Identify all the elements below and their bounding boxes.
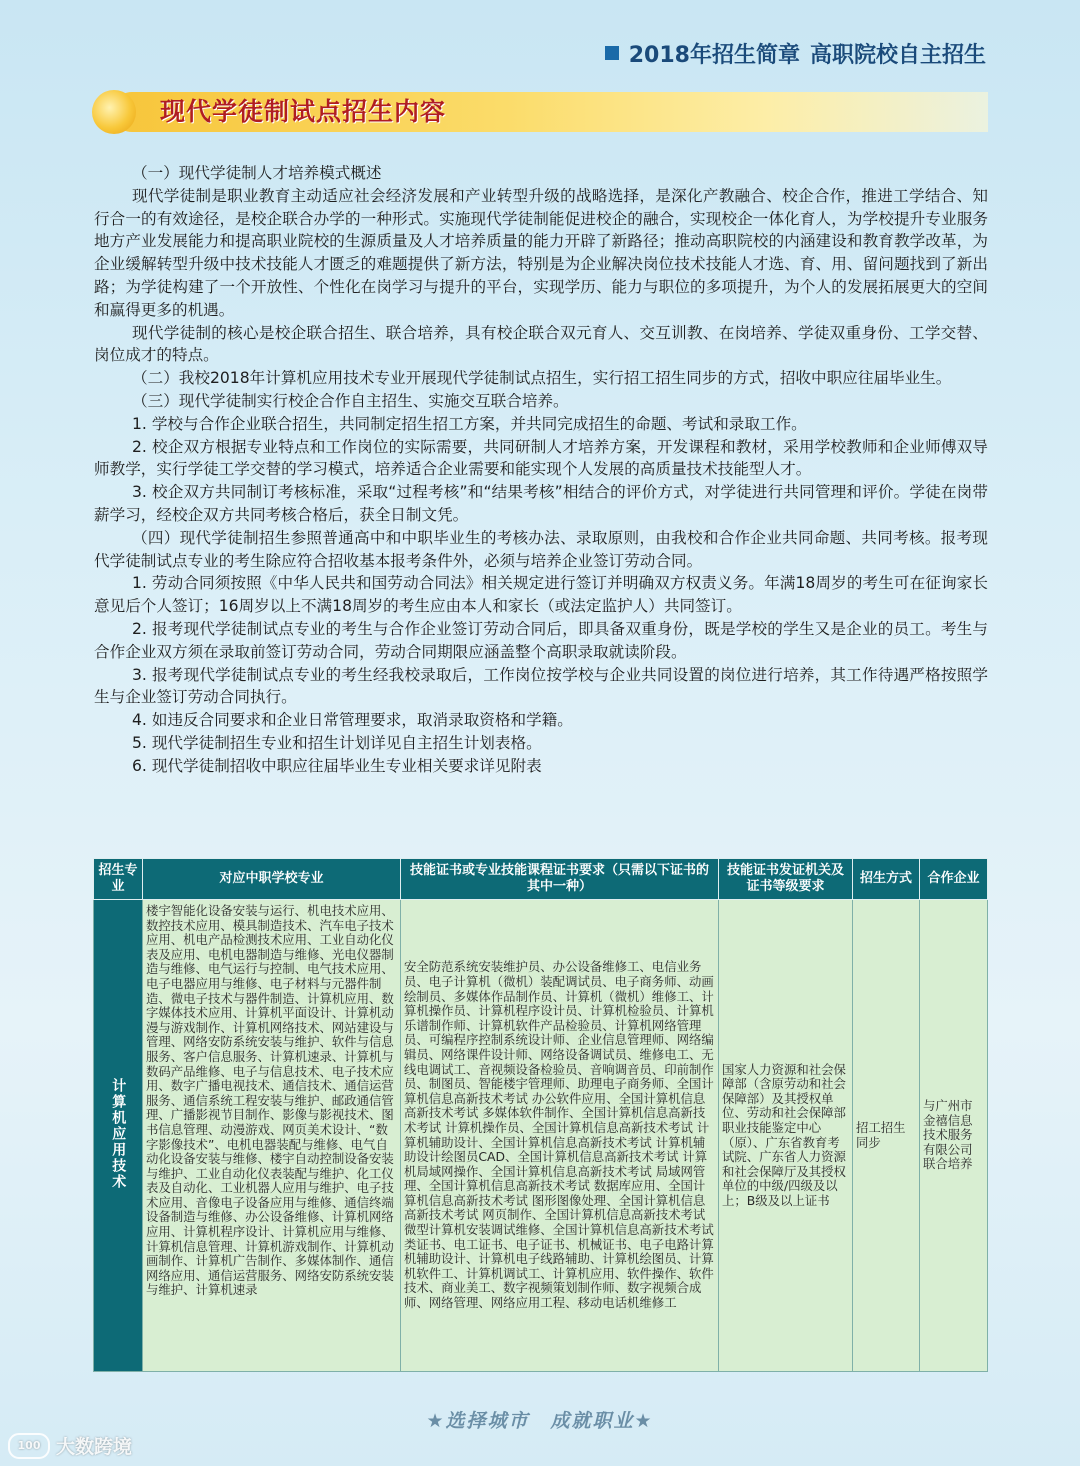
header-authority: 技能证书发证机关及证书等级要求 (719, 859, 853, 900)
paragraph: 1. 劳动合同须按照《中华人民共和国劳动合同法》相关规定进行签订并明确双方权责义务。年满18周岁的考生可在征询家长意见后个人签订；16周岁以上不满18周岁的考生应由本人和家长（或法定监护人）共同签订。 (94, 574, 988, 616)
banner-title: 现代学徒制试点招生内容 (160, 97, 447, 126)
major-label: 计算机应用技术 (110, 1077, 127, 1190)
header-subtitle: 高职院校自主招生 (809, 42, 986, 68)
watermark (8, 1432, 132, 1459)
paragraph: 6. 现代学徒制招收中职应往届毕业生专业相关要求详见附表 (132, 756, 542, 775)
paragraph: （一）现代学徒制人才培养模式概述 (132, 164, 382, 182)
body-text (94, 162, 988, 778)
cell-authority: 国家人力资源和社会保障部（含原劳动和社会保障部）及其授权单位、劳动和社会保障部职业技能鉴定中心（原）、广东省教育考试院、广东省人力资源和社会保障厅及其授权单位的中级/四级及以上；B级及以上证书 (719, 900, 853, 1372)
cell-vocational-majors: 楼宇智能化设备安装与运行、机电技术应用、数控技术应用、模具制造技术、汽车电子技术应用、机电产品检测技术应用、工业自动化仪表及应用、电机电器制造与维修、光电仪器制造与维修、电气运行与控制、电气技术应用、电子电器应用与维修、电子材料与元器件制造、微电子技术与器件制造、计算机应用、数字媒体技术应用、计算机平面设计、计算机动漫与游戏制作、计算机网络技术、网站建设与管理、网络安防系统安装与维护、软件与信息服务、客户信息服务、计算机速录、计算机与数码产品维修、电子与信息技术、电子技术应用、数字广播电视技术、通信技术、通信运营服务、通信系统工程安装与维护、邮政通信管理、广播影视节目制作、影像与影视技术、图书信息管理、动漫游戏、网页美术设计、“数字影像技术”、电机电器装配与维修、电气自动化设备安装与维修、楼宇自动控制设备安装与维护、工业自动化仪表装配与维护、化工仪表及自动化、工业机器人应用与维护、电子技术应用、音像电子设备应用与维修、通信终端设备制造与维修、办公设备维修、计算机网络应用、计算机程序设计、计算机应用与维修、计算机信息管理、计算机游戏制作、计算机动画制作、计算机广告制作、多媒体制作、通信网络应用、通信运营服务、网络安防系统安装与维护、计算机速录 (143, 900, 401, 1372)
header-title: 2018年招生简章 (628, 42, 800, 68)
watermark-text: 大数跨境 (56, 1436, 133, 1458)
paragraph: 5. 现代学徒制招生专业和招生计划详见自主招生计划表格。 (132, 733, 542, 752)
cell-partner: 与广州市金禧信息技术服务有限公司联合培养 (920, 900, 988, 1372)
paragraph: （四）现代学徒制招生参照普通高中和中职毕业生的考核办法、录取原则，由我校和合作企业共同命题、共同考核。报考现代学徒制试点专业的考生除应符合招收基本报考条件外，必须与培养企业签订劳动合同。 (94, 528, 988, 570)
cell-certificates: 安全防范系统安装维护员、办公设备维修工、电信业务员、电子计算机（微机）装配调试员、电子商务师、动画绘制员、多媒体作品制作员、计算机（微机）维修工、计算机操作员、计算机程序设计员、计算机检验员、计算机乐谱制作师、计算机软件产品检验员、计算机网络管理员、可编程序控制系统设计师、企业信息管理师、网络编辑员、网络课件设计师、网络设备调试员、维修电工、无线电调试工、音视频设备检验员、音响调音员、印前制作员、制图员、智能楼宇管理师、助理电子商务师、全国计算机信息高新技术考试 办公软件应用、全国计算机信息高新技术考试 多媒体软件制作、全国计算机信息高新技术考试 计算机操作员、全国计算机信息高新技术考试 计算机辅助设计、全国计算机信息高新技术考试 计算机辅助设计绘图员CAD、全国计算机信息高新技术考试 计算机局域网操作、全国计算机信息高新技术考试 局域网管理、全国计算机信息高新技术考试 数据库应用、全国计算机信息高新技术考试 图形图像处理、全国计算机信息高新技术考试 网页制作、全国计算机信息高新技术考试 微型计算机安装调试维修、全国计算机信息高新技术考试类证书、电工证书、电子证书、机械证书、电子电路计算机辅助设计、计算机电子线路辅助、计算机绘图员、计算机软件工、计算机调试工、计算机应用、软件操作、软件技术、商业美工、数字视频策划制作师、数字视频合成师、网络管理、网络应用工程、移动电话机维修工 (401, 900, 719, 1372)
paragraph: 1. 学校与合作企业联合招生，共同制定招生招工方案，并共同完成招生的命题、考试和录取工作。 (132, 414, 807, 433)
paragraph: 4. 如违反合同要求和企业日常管理要求，取消录取资格和学籍。 (132, 711, 573, 730)
cell-major (94, 900, 143, 1372)
paragraph: 现代学徒制是职业教育主动适应社会经济发展和产业转型升级的战略选择，是深化产教融合、校企合作，推进工学结合、知行合一的有效途径，是校企联合办学的一种形式。实施现代学徒制能促进校企的融合，实现校企一体化育人，为学校提升专业服务地方产业发展能力和提高职业院校的生源质量及人才培养质量的能力开辟了新路径；推动高职院校的内涵建设和教育教学改革，为企业缓解转型升级中技术技能人才匮乏的难题提供了新方法，特别是为企业解决岗位技术技能人才选、育、用、留问题找到了新出路；为学徒构建了一个开放性、个性化在岗学习与提升的平台，实现学历、能力与职位的多项提升，为个人的发展拓展更大的空间和赢得更多的机遇。 (94, 186, 988, 319)
header-major: 招生专业 (94, 859, 143, 900)
header-vocational-majors: 对应中职学校专业 (143, 859, 401, 900)
header-certificates: 技能证书或专业技能课程证书要求（只需以下证书的其中一种） (401, 859, 719, 900)
square-bullet-icon (605, 46, 619, 60)
footer-slogan: ★选择城市 成就职业★ (426, 1410, 654, 1432)
watermark-logo-icon: 100 (8, 1433, 50, 1459)
table-header-row (94, 859, 988, 900)
section-banner (92, 90, 988, 134)
page-header (605, 36, 986, 70)
header-partner: 合作企业 (920, 859, 988, 900)
paragraph: 2. 报考现代学徒制试点专业的考生与合作企业签订劳动合同后，即具备双重身份，既是学校的学生又是企业的员工。考生与合作企业双方须在录取前签订劳动合同，劳动合同期限应涵盖整个高职录取就读阶段。 (94, 619, 988, 661)
paragraph: 3. 校企双方共同制订考核标准，采取“过程考核”和“结果考核”相结合的评价方式，对学徒进行共同管理和评价。学徒在岗带薪学习，经校企双方共同考核合格后，获全日制文凭。 (94, 483, 988, 524)
paragraph: （三）现代学徒制实行校企合作自主招生、实施交互联合培养。 (132, 391, 569, 410)
paragraph: 现代学徒制的核心是校企联合招生、联合培养，具有校企联合双元育人、交互训教、在岗培养、学徒双重身份、工学交替、岗位成才的特点。 (94, 323, 988, 365)
table-row (94, 900, 988, 1372)
paragraph: 2. 校企双方根据专业特点和工作岗位的实际需要，共同研制人才培养方案，开发课程和教材，采用学校教师和企业师傅双导师教学，实行学徒工学交替的学习模式，培养适合企业需要和能实现个人发展的高质量技术技能型人才。 (94, 437, 988, 479)
banner-circle-icon (92, 90, 136, 134)
paragraph: 3. 报考现代学徒制试点专业的考生经我校录取后，工作岗位按学校与企业共同设置的岗位进行培养，其工作待遇严格按照学生与企业签订劳动合同执行。 (94, 665, 988, 707)
paragraph: （二）我校2018年计算机应用技术专业开展现代学徒制试点招生，实行招工招生同步的方式，招收中职应往届毕业生。 (132, 369, 952, 388)
requirements-table (93, 858, 988, 1372)
cell-method: 招工招生同步 (853, 900, 920, 1372)
header-method: 招生方式 (853, 859, 920, 900)
